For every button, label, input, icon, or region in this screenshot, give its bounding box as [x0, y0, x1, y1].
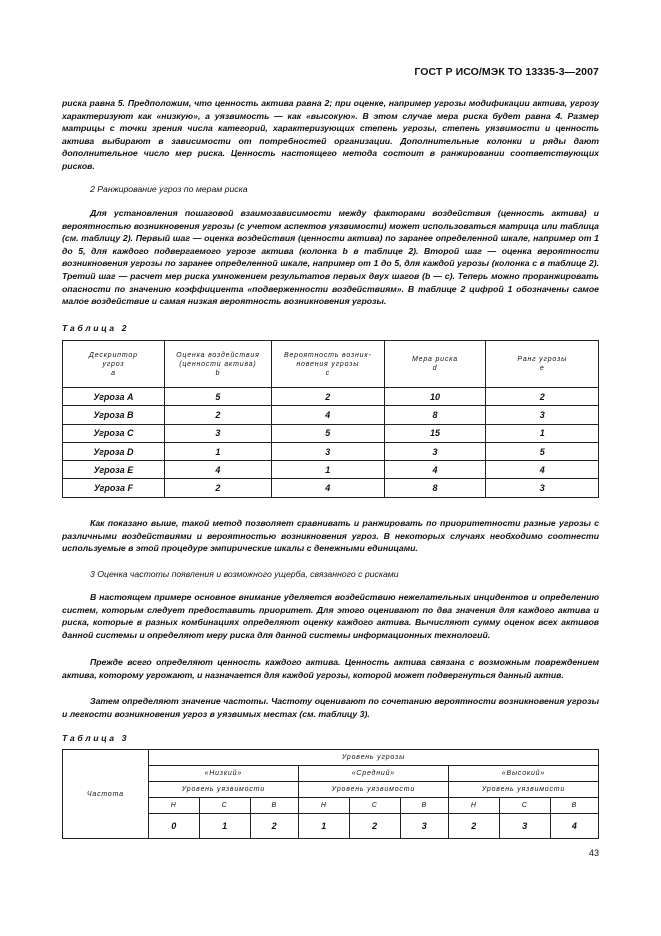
t3-value: 0 [148, 814, 199, 839]
t3-sub-label: С [199, 798, 250, 814]
t2-cell: 8 [384, 406, 486, 424]
t2-cell: 4 [272, 479, 385, 497]
t2-cell: 3 [384, 442, 486, 460]
t2-cell: Угроза F [63, 479, 165, 497]
t2-cell: 5 [164, 388, 271, 406]
t3-value: 1 [298, 814, 349, 839]
t3-value: 3 [400, 814, 448, 839]
t2-cell: 3 [272, 442, 385, 460]
t3-row-threat [63, 750, 599, 766]
t2-cell: 8 [384, 479, 486, 497]
t3-sub-label: С [349, 798, 400, 814]
table-row [63, 442, 599, 460]
t3-sub-label: В [250, 798, 298, 814]
t3-sub-label: В [400, 798, 448, 814]
paragraph-4: В настоящем примере основное внимание уделяется воздействию нежелательных инцидентов и определению систем, которым следует предоставить приоритет. Для этого оценивают по два значения для каждого актива и риска, которые в разных комбинациях определяют оценку каждого актива. Вычисляют сумму оценок всех активов данной системы и определяют меру риска для данной системы информационных технологий. [62, 592, 599, 640]
t2-cell: 4 [272, 406, 385, 424]
t3-vuln-level: Уровень уязвимости [448, 782, 598, 798]
t3-vuln-level: Уровень уязвимости [298, 782, 448, 798]
t2-cell: 4 [384, 461, 486, 479]
t2-cell: Угроза D [63, 442, 165, 460]
t2-cell: Угроза А [63, 388, 165, 406]
t2-cell: Угроза С [63, 424, 165, 442]
table-row [63, 388, 599, 406]
t2-cell: 3 [164, 424, 271, 442]
paragraph-6: Затем определяют значение частоты. Частоту оценивают по сочетанию вероятности возникновения угрозы и легкости возникновения угроз в уязвимых местах (см. таблицу 3). [62, 696, 599, 719]
t2-cell: 1 [164, 442, 271, 460]
section-2-heading: 2 Ранжирование угроз по мерам риска [90, 184, 248, 194]
t2-header-d: Мера риска d [384, 341, 486, 388]
t3-value: 4 [550, 814, 598, 839]
t2-cell: 15 [384, 424, 486, 442]
t3-group-medium: «Средний» [298, 766, 448, 782]
t2-cell: 3 [486, 479, 599, 497]
t2-cell: 1 [486, 424, 599, 442]
t2-cell: 2 [164, 479, 271, 497]
t3-value: 3 [499, 814, 550, 839]
t3-sub-label: Н [448, 798, 499, 814]
t3-group-low: «Низкий» [148, 766, 298, 782]
t3-row-header: Частота [63, 750, 149, 839]
table-3-caption: Таблица 3 [62, 733, 130, 743]
table-3 [62, 749, 599, 839]
table-2-header-row [63, 341, 599, 388]
t2-cell: 10 [384, 388, 486, 406]
t2-cell: 4 [164, 461, 271, 479]
t3-sub-label: С [499, 798, 550, 814]
t3-value: 1 [199, 814, 250, 839]
t2-header-b: Оценка воздействия (ценности актива) b [164, 341, 271, 388]
t2-cell: 5 [486, 442, 599, 460]
t2-cell: 4 [486, 461, 599, 479]
section-3-heading: 3 Оценка частоты появления и возможного ущерба, связанного с рисками [90, 569, 399, 579]
t3-value: 2 [349, 814, 400, 839]
t3-sub-label: В [550, 798, 598, 814]
t2-cell: Угроза В [63, 406, 165, 424]
table-row [63, 461, 599, 479]
t2-header-c: Вероятность возник- новения угрозы c [272, 341, 385, 388]
t3-sub-label: Н [148, 798, 199, 814]
document-code-header: ГОСТ Р ИСО/МЭК ТО 13335-3—2007 [414, 66, 599, 78]
t2-cell: 5 [272, 424, 385, 442]
table-row [63, 424, 599, 442]
paragraph-2: Для установления пошаговой взаимозависимости между факторами воздействия (ценность актива) и вероятностью возникновения угрозы (с учетом аспектов уязвимости) может использоваться матрица или таблица (см. таблицу 2). Первый шаг — оценка воздействия (ценности актива) по заранее определенной шкале, например от 1 до 5, для каждого подвергаемого угрозе актива (колонка b в таблице 2). Второй шаг — оценка вероятности возникновения угрозы по заранее определенной шкале, например от 1 до 5, для каждой угрозы (колонка с в таблице 2). Третий шаг — расчет мер риска умножением результатов первых двух шагов (b — с). Теперь можно проранжировать опасности по значению коэффициента «подверженности воздействиям». В таблице 2 цифрой 1 обозначены самое малое воздействие и самая низкая вероятность возникновения угрозы. [62, 208, 599, 307]
t2-header-e: Ранг угрозы e [486, 341, 599, 388]
paragraph-3: Как показано выше, такой метод позволяет сравнивать и ранжировать по приоритетности разные угрозы с различными воздействиями и вероятностью возникновения угроз. В некоторых случаях необходимо соотнести используемые в этой процедуре эмпирические шкалы с денежными единицами. [62, 518, 599, 554]
t3-value: 2 [448, 814, 499, 839]
t3-sub-label: Н [298, 798, 349, 814]
table-2 [62, 340, 599, 498]
t2-cell: 3 [486, 406, 599, 424]
paragraph-1: риска равна 5. Предположим, что ценность актива равна 2; при оценке, например угрозы модификации актива, угрозу характеризуют как «низкую», а уязвимость — как «высокую». В этом случае мера риска будет равна 4. Размер матрицы с точки зрения числа категорий, характеризующих степень угрозы, степень уязвимости и ценность актива выбирают в зависимости от потребностей организации. Дополнительные колонки и ряды дают дополнительное число мер риска. Ценность настоящего метода состоит в ранжировании соответствующих рисков. [62, 98, 599, 171]
t2-cell: 2 [272, 388, 385, 406]
table-2-caption: Таблица 2 [62, 323, 130, 333]
table-row [63, 406, 599, 424]
page-number: 43 [588, 848, 599, 858]
paragraph-5: Прежде всего определяют ценность каждого актива. Ценность актива связана с возможным повреждением актива, которому угрожают, и назначается для каждой угрозы, которой может подвергнуться данный актив. [62, 657, 599, 680]
t2-cell: Угроза E [63, 461, 165, 479]
table-row [63, 479, 599, 497]
t2-cell: 1 [272, 461, 385, 479]
t2-cell: 2 [164, 406, 271, 424]
t3-value: 2 [250, 814, 298, 839]
t3-vuln-level: Уровень уязвимости [148, 782, 298, 798]
t3-threat-level: Уровень угрозы [148, 750, 598, 766]
t2-header-a: Дескриптор угроз a [63, 341, 165, 388]
t2-cell: 2 [486, 388, 599, 406]
t3-group-high: «Высокий» [448, 766, 598, 782]
